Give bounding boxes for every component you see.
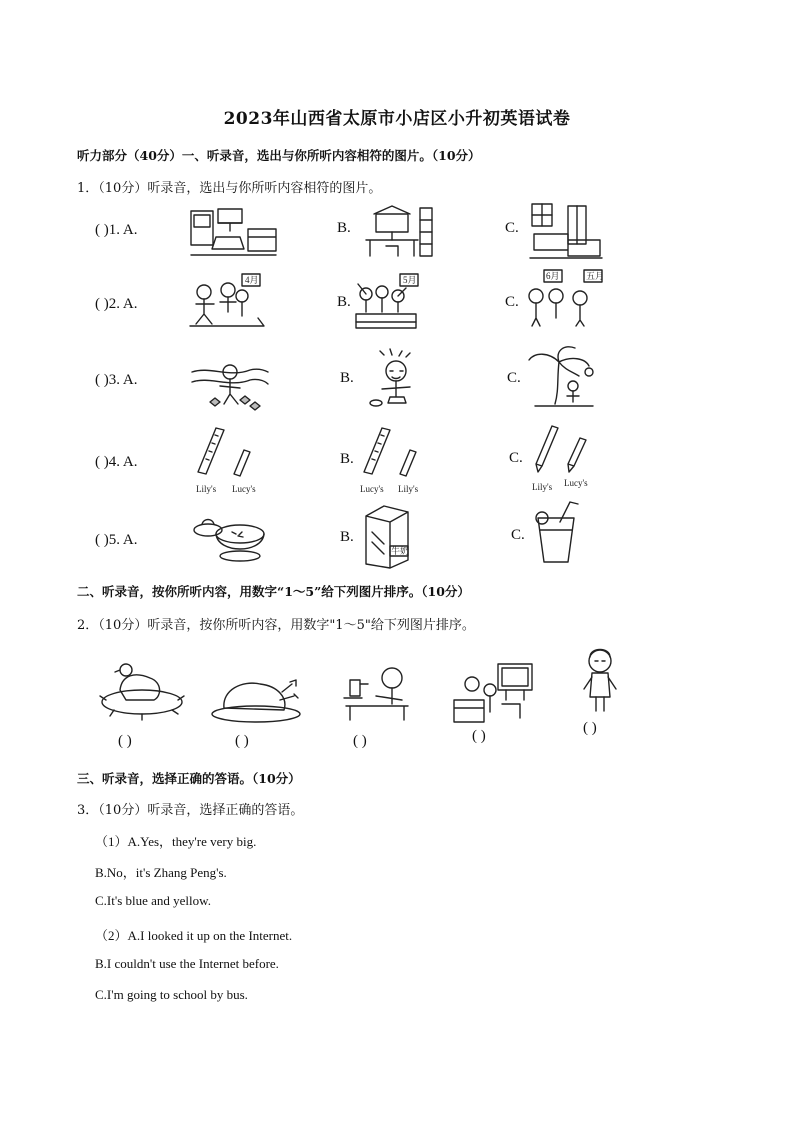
pencils-image <box>528 422 598 494</box>
hot-weather-boy-image <box>360 345 430 411</box>
answer-blank-2[interactable]: ( )2. A. <box>95 296 138 312</box>
palm-tree-beach-image <box>525 342 597 412</box>
answer-blank-5[interactable]: ( )5. A. <box>95 532 138 548</box>
watching-tv-image <box>450 660 536 726</box>
lily-label: Lily's <box>196 484 217 494</box>
answer-blank-3[interactable]: ( )3. A. <box>95 372 138 388</box>
sub-question-1-option-b[interactable]: B.No，it's Zhang Peng's. <box>95 865 227 880</box>
question-1-stem: 1．（10分）听录音，选出与你所听内容相符的图片。 <box>77 181 382 196</box>
option-b-label: B. <box>337 220 351 236</box>
order-blank-1[interactable]: ( ) <box>118 733 132 749</box>
lucy-label: Lucy's <box>360 484 384 494</box>
living-room-image <box>188 203 280 261</box>
option-b-label: B. <box>340 529 354 545</box>
stage-performance-image <box>350 270 422 332</box>
lily-label: Lily's <box>532 482 553 492</box>
option-c-label: C. <box>505 294 519 310</box>
rulers-image-b <box>358 424 432 496</box>
order-blank-2[interactable]: ( ) <box>235 733 249 749</box>
juice-glass-image <box>530 500 582 566</box>
question-2-stem: 2．（10分）听录音，按你所听内容，用数字"1～5"给下列图片排序。 <box>77 618 475 633</box>
calendar-june-text: 6月 <box>546 271 560 281</box>
option-b-label: B. <box>337 294 351 310</box>
autumn-leaves-image <box>190 352 270 414</box>
sub-question-2-option-a[interactable]: （2）A.I looked it up on the Internet. <box>95 928 293 943</box>
sub-question-2-option-c[interactable]: C.I'm going to school by bus. <box>95 987 248 1002</box>
rulers-image-a <box>192 424 266 496</box>
section-2-heading: 二、听录音，按你所听内容，用数字“1～5”给下列图片排序。（10分） <box>77 584 470 599</box>
order-blank-3[interactable]: ( ) <box>353 733 367 749</box>
order-blank-4[interactable]: ( ) <box>472 728 486 744</box>
girl-standing-image <box>580 645 620 715</box>
option-c-label: C. <box>509 450 523 466</box>
page-title: 2023年山西省太原市小店区小升初英语试卷 <box>223 109 571 129</box>
section-1-heading: 听力部分（40分）一、听录音，选出与你所听内容相符的图片。（10分） <box>77 148 481 163</box>
calendar-may-cn-text: 五月 <box>586 271 605 281</box>
milk-carton-image <box>360 502 420 570</box>
option-c-label: C. <box>505 220 519 236</box>
answer-blank-4[interactable]: ( )4. A. <box>95 454 138 470</box>
section-3-heading: 三、听录音，选择正确的答语。（10分） <box>77 771 301 786</box>
boy-cleaning-table-image <box>342 662 412 722</box>
bedroom-image <box>528 200 604 260</box>
calendar-april-text: 4月 <box>245 275 259 285</box>
option-c-label: C. <box>511 527 525 543</box>
lucy-label: Lucy's <box>232 484 256 494</box>
option-b-label: B. <box>340 370 354 386</box>
sub-question-1-option-c[interactable]: C.It's blue and yellow. <box>95 893 211 908</box>
children-walking-image <box>524 268 604 330</box>
milk-text: 牛奶 <box>391 546 410 556</box>
answer-blank-1[interactable]: ( )1. A. <box>95 222 138 238</box>
roast-turkey-image <box>208 672 304 724</box>
hen-in-nest-image <box>96 660 188 722</box>
lily-label: Lily's <box>398 484 419 494</box>
order-blank-5[interactable]: ( ) <box>583 720 597 736</box>
study-room-image <box>362 200 434 260</box>
option-c-label: C. <box>507 370 521 386</box>
question-3-stem: 3．（10分）听录音，选择正确的答语。 <box>77 803 304 818</box>
calendar-may-text: 5月 <box>403 275 417 285</box>
family-picnic-image <box>186 272 266 330</box>
lucy-label: Lucy's <box>564 478 588 488</box>
option-b-label: B. <box>340 451 354 467</box>
sub-question-2-option-b[interactable]: B.I couldn't use the Internet before. <box>95 956 279 971</box>
tea-bowl-image <box>192 510 272 566</box>
sub-question-1-option-a[interactable]: （1）A.Yes，they're very big. <box>95 834 257 849</box>
